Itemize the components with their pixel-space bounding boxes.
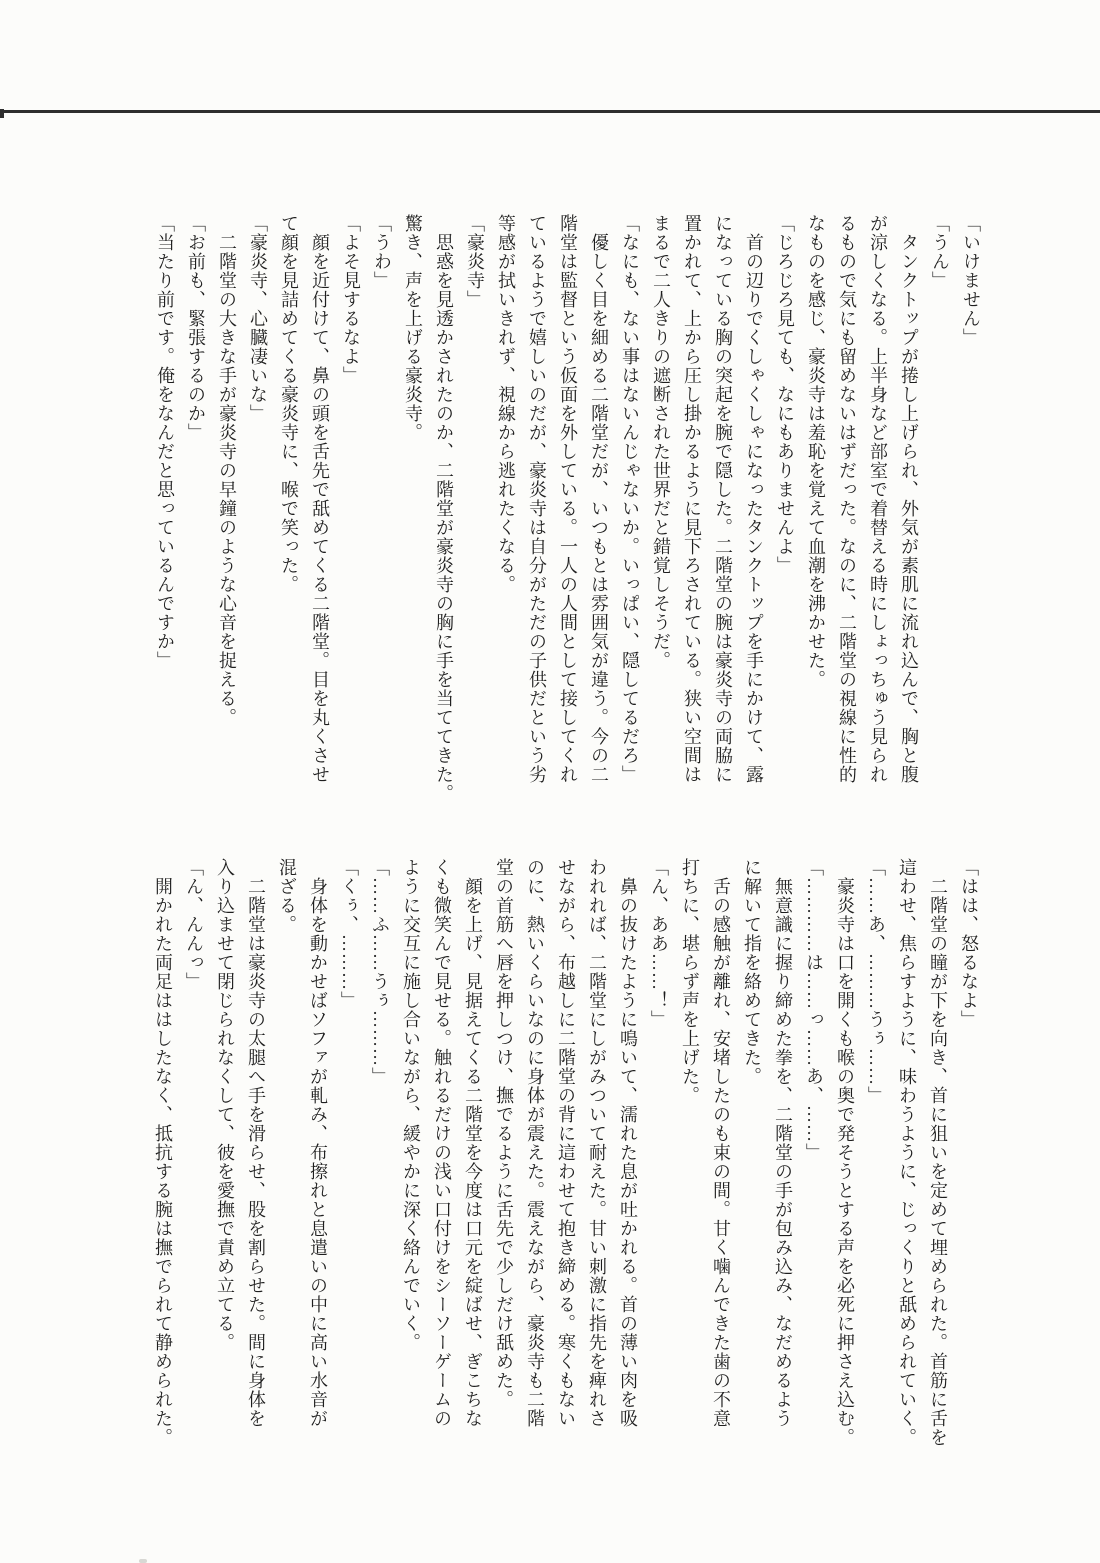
text-column: まるで二人きりの遮断された世界だと錯覚しそうだ。 [651, 214, 671, 670]
text-column: 二階堂の瞳が下を向き、首に狙いを定めて埋められた。首筋に舌を [928, 858, 948, 1447]
text-column: 開かれた両足ははしたなく、抵抗する腕は撫でられて静められた。 [153, 858, 173, 1447]
text-column: 「じろじろ見ても、なにもありませんよ」 [775, 214, 795, 575]
text-column: われれば、二階堂にしがみついて耐えた。甘い刺激に指先を痺れさ [587, 858, 607, 1428]
text-column: 二階堂は豪炎寺の太腿へ手を滑らせ、股を割らせた。間に身体を [246, 858, 266, 1428]
text-column: 等感が拭いきれず、視線から逃れたくなる。 [496, 214, 516, 594]
text-column: 堂の首筋へ唇を押しつけ、撫でるように舌先で少しだけ舐めた。 [494, 858, 514, 1409]
text-column: 豪炎寺は口を開くも喉の奥で発そうとする声を必死に押さえ込む。 [835, 858, 855, 1447]
text-column: 「うん」 [930, 214, 950, 290]
text-column: 二階堂の大きな手が豪炎寺の早鐘のような心音を捉える。 [217, 214, 237, 727]
text-column: 「うわ」 [372, 214, 392, 290]
text-column: 鼻の抜けたように鳴いて、濡れた息が吐かれる。首の薄い肉を吸 [618, 858, 638, 1428]
text-column: 混ざる。 [277, 858, 297, 934]
text-column: 顔を近付けて、鼻の頭を舌先で舐めてくる二階堂。目を丸くさせ [310, 214, 330, 784]
text-column: せながら、布越しに二階堂の背に這わせて抱き締める。寒くもない [556, 858, 576, 1428]
text-column: るもので気にも留めないはずだった。なのに、二階堂の視線に性的 [837, 214, 857, 784]
text-column: 「よそ見するなよ」 [341, 214, 361, 385]
text-column: 「…………は……っ……あ、……」 [804, 858, 824, 1162]
text-block-top [149, 214, 986, 806]
text-column: タンクトップが捲し上げられ、外気が素肌に流れ込んで、胸と腹 [899, 214, 919, 784]
text-column: 「ん、ああ……！」 [649, 858, 669, 1029]
text-column: 首の辺りでくしゃくしゃになったタンクトップを手にかけて、露 [744, 214, 764, 784]
text-column: 身体を動かせばソファが軋み、布擦れと息遣いの中に高い水音が [308, 858, 328, 1428]
text-column: 「くぅ、………」 [339, 858, 359, 1010]
text-column: 這わせ、焦らすように、味わうように、じっくりと舐められていく。 [897, 858, 917, 1447]
text-block-bottom [147, 858, 984, 1470]
text-column: 思惑を見透かされたのか、二階堂が豪炎寺の胸に手を当ててきた。 [434, 214, 454, 803]
text-column: に解いて指を絡めてきた。 [742, 858, 762, 1086]
text-column: 「お前も、緊張するのか」 [186, 214, 206, 442]
header-rule-left-nub [0, 109, 4, 118]
text-column: 階堂は監督という仮面を外している。一人の人間として接してくれ [558, 214, 578, 784]
text-column: 「……ふ……うぅ………」 [370, 858, 390, 1086]
text-column: になっている胸の突起を腕で隠した。二階堂の腕は豪炎寺の両脇に [713, 214, 733, 784]
text-column: 入り込ませて閉じられなくして、彼を愛撫で責め立てる。 [215, 858, 235, 1352]
text-column: くも微笑んで見せる。触れるだけの浅い口付けをシーソーゲームの [432, 858, 452, 1428]
text-column: ているようで嬉しいのだが、豪炎寺は自分がただの子供だという劣 [527, 214, 547, 784]
header-rule [0, 110, 1100, 113]
text-column: 「豪炎寺」 [465, 214, 485, 309]
text-column: て顔を見詰めてくる豪炎寺に、喉で笑った。 [279, 214, 299, 594]
page-edge-mark [139, 1559, 147, 1563]
text-column: 顔を上げ、見据えてくる二階堂を今度は口元を綻ばせ、ぎこちな [463, 858, 483, 1428]
text-column: 優しく目を細める二階堂だが、いつもとは雰囲気が違う。今の二 [589, 214, 609, 784]
text-column: 「いけません」 [961, 214, 981, 347]
text-column: 「豪炎寺、心臓凄いな」 [248, 214, 268, 423]
text-column: 「ん、んんっ」 [184, 858, 204, 991]
text-column: なものを感じ、豪炎寺は羞恥を覚えて血潮を沸かせた。 [806, 214, 826, 689]
text-column: 「……あ、………うぅ……」 [866, 858, 886, 1105]
text-column: 驚き、声を上げる豪炎寺。 [403, 214, 423, 442]
text-column: 舌の感触が離れ、安堵したのも束の間。甘く噛んできた歯の不意 [711, 858, 731, 1428]
text-column: 無意識に握り締めた拳を、二階堂の手が包み込み、なだめるよう [773, 858, 793, 1428]
text-column: ように交互に施し合いながら、緩やかに深く絡んでいく。 [401, 858, 421, 1352]
text-column: 「なにも、ない事はないんじゃないか。いっぱい、隠してるだろ」 [620, 214, 640, 784]
text-column: が涼しくなる。上半身など部室で着替える時にしょっちゅう見られ [868, 214, 888, 784]
text-column: のに、熱いくらいなのに身体が震えた。震えながら、豪炎寺も二階 [525, 858, 545, 1428]
text-column: 「はは、怒るなよ」 [959, 858, 979, 1029]
text-column: 「当たり前です。俺をなんだと思っているんですか」 [155, 214, 175, 670]
text-column: 置かれて、上から圧し掛かるように見下ろされている。狭い空間は [682, 214, 702, 784]
text-column: 打ちに、堪らず声を上げた。 [680, 858, 700, 1105]
